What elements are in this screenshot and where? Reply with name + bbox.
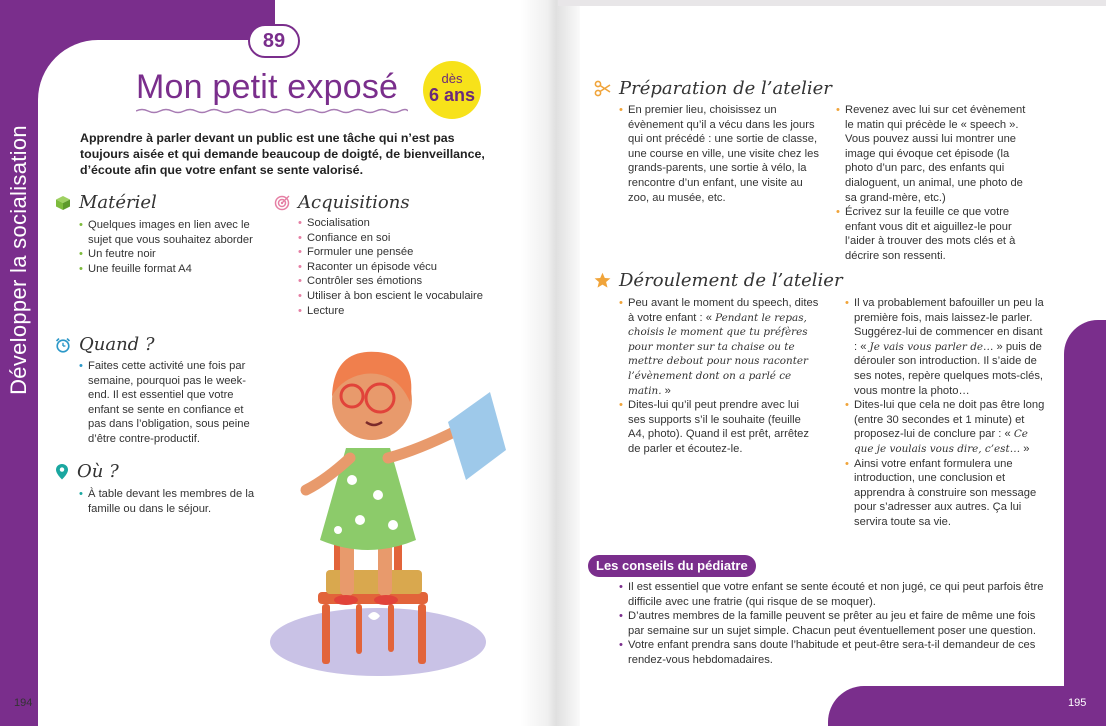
list-item: • Revenez avec lui sur cet évènement le matin qui précède le « speech ». Vous pouvez aussi lui montrer une image qui évoque cet épisode (la photo d’un parc, des enfants qui dialoguent, un animal, une photo de sa grand-mère, etc.) <box>836 103 1036 205</box>
age-badge <box>423 61 481 119</box>
child-illustration <box>268 330 528 680</box>
materiel-heading <box>55 192 157 213</box>
deroulement-column-2 <box>845 296 1045 530</box>
ou-title: Où ? <box>77 461 119 482</box>
right-purple-band <box>1064 320 1106 726</box>
intro-advice: » puis de dérouler son introduction. Il s’aide de ses notes, repère quelques mots-clés, vous montre la photo… <box>854 340 1044 397</box>
page-number-right: 195 <box>1068 697 1087 709</box>
list-item: • Il est essentiel que votre enfant se sente écouté et non jugé, ce qui peut parfois être difficile avec une fratrie (qui risque de se moquer). <box>619 580 1047 609</box>
target-icon <box>274 195 290 211</box>
list-item: • D’autres membres de la famille peuvent se prêter au jeu et faire de même une fois par semaine sur un sujet simple. Chacun peut éventuellement poser une question. <box>619 609 1047 638</box>
book-gutter <box>520 0 580 726</box>
ou-list <box>79 487 259 516</box>
age-value: 6 ans <box>428 85 476 105</box>
deroulement-column-1 <box>619 296 819 457</box>
list-item: • Formuler une pensée <box>298 245 498 260</box>
list-item: • Quelques images en lien avec le sujet que vous souhaitez aborder <box>79 218 259 247</box>
script-quote: Pendant le repas, choisis le moment que tu préfères pour monter sur ta chaise ou te mettre debout pour nous raconter l’évènement dont on a parlé ce matin. <box>628 311 809 397</box>
quand-title: Quand ? <box>79 334 155 355</box>
list-item: • Raconter un épisode vécu <box>298 260 498 275</box>
list-item: • Contrôler ses émotions <box>298 274 498 289</box>
quote-close: » <box>1020 442 1030 455</box>
scissors-icon <box>594 80 611 97</box>
ou-heading <box>55 461 119 482</box>
list-item: • Socialisation <box>298 216 498 231</box>
quote-close: » <box>661 384 671 397</box>
list-item: • Ainsi votre enfant formulera une introduction, une conclusion et apprendra à construire son message pour s’adresser aux autres. Ça lui servira toute sa vie. <box>845 457 1045 530</box>
preparation-column-2 <box>836 103 1036 264</box>
list-item: • Votre enfant prendra sans doute l’habitude et peut-être sera-t-il demandeur de ces rendez-vous hebdomadaires. <box>619 638 1047 667</box>
preparation-column-1 <box>619 103 819 205</box>
list-item: • Faites cette activité une fois par semaine, pourquoi pas le week-end. Il est essentiel que votre enfant se sente en confiance et pas dans l’obligation, sous peine d’être contre-productif. <box>79 359 251 447</box>
duration-advice: Dites-lui que cela ne doit pas être long (entre 30 secondes et 1 minute) et proposez-lui de conclure par : « <box>854 399 1045 441</box>
preparation-title: Préparation de l’atelier <box>619 78 832 99</box>
list-item: • En premier lieu, choisissez un évènement qu’il a vécu dans les jours qui ont précédé : une sortie de classe, une course en ville, une visite chez les grands-parents, une sortie à vélo, la rencontre d’un enfant, une visite au zoo, au musée, etc. <box>619 103 819 205</box>
list-item: • Utiliser à bon escient le vocabulaire <box>298 289 498 304</box>
title-underline <box>136 108 408 114</box>
list-item <box>845 296 1045 398</box>
deroulement-title: Déroulement de l’atelier <box>619 270 843 291</box>
cube-icon <box>55 195 71 211</box>
page-number-left: 194 <box>14 697 33 709</box>
age-prefix: dès <box>441 71 463 86</box>
script-quote: Ce que je voulais vous dire, c’est… <box>854 428 1028 455</box>
materiel-list <box>79 218 259 276</box>
speech-instruction: Peu avant le moment du speech, dites à votre enfant : « <box>628 297 819 324</box>
star-icon <box>594 272 611 289</box>
intro-paragraph: Apprendre à parler devant un public est une tâche qui n’est pas toujours aisée et qui demande beaucoup de doigté, de bienveillance, d’écoute afin que votre enfant se sente valorisé. <box>80 131 485 177</box>
list-item: • À table devant les membres de la famille ou dans le séjour. <box>79 487 259 516</box>
pediatrician-advice-list <box>619 580 1047 668</box>
list-item: • Écrivez sur la feuille ce que votre enfant vous dit et aiguillez-le pour l’aider à trouver des mots clés et à décrire son ressenti. <box>836 205 1036 263</box>
pediatrician-advice-label: Les conseils du pédiatre <box>588 555 756 577</box>
stammer-advice: Il va probablement bafouiller un peu la première fois, mais laissez-le parler. Suggérez-lui de commencer en disant : « <box>854 297 1044 353</box>
bottom-purple-tab <box>828 686 1106 726</box>
list-item <box>619 296 819 398</box>
quand-list <box>79 359 251 447</box>
list-item: • Une feuille format A4 <box>79 262 259 277</box>
alarm-clock-icon <box>55 337 71 353</box>
location-pin-icon <box>55 463 69 480</box>
list-item: • Dites-lui qu’il peut prendre avec lui ses supports s’il le souhaite (feuille A4, photo). Quand il est prêt, arrêtez de parler et écoutez-le. <box>619 398 819 456</box>
list-item: • Confiance en soi <box>298 231 498 246</box>
script-quote: Je vais vous parler de… <box>869 340 994 353</box>
list-item: • Un feutre noir <box>79 247 259 262</box>
list-item <box>845 398 1045 456</box>
activity-number: 89 <box>248 24 300 58</box>
page-title: Mon petit exposé <box>136 68 399 106</box>
acquisitions-heading <box>274 192 410 213</box>
deroulement-heading <box>594 270 843 291</box>
chapter-title: Développer la socialisation <box>6 125 31 395</box>
list-item: • Lecture <box>298 304 498 319</box>
sidebar-chapter-label <box>4 120 34 400</box>
preparation-heading <box>594 78 832 99</box>
acquisitions-title: Acquisitions <box>298 192 410 213</box>
acquisitions-list <box>298 216 498 318</box>
materiel-title: Matériel <box>79 192 157 213</box>
quand-heading <box>55 334 155 355</box>
page-edge <box>558 0 1106 6</box>
